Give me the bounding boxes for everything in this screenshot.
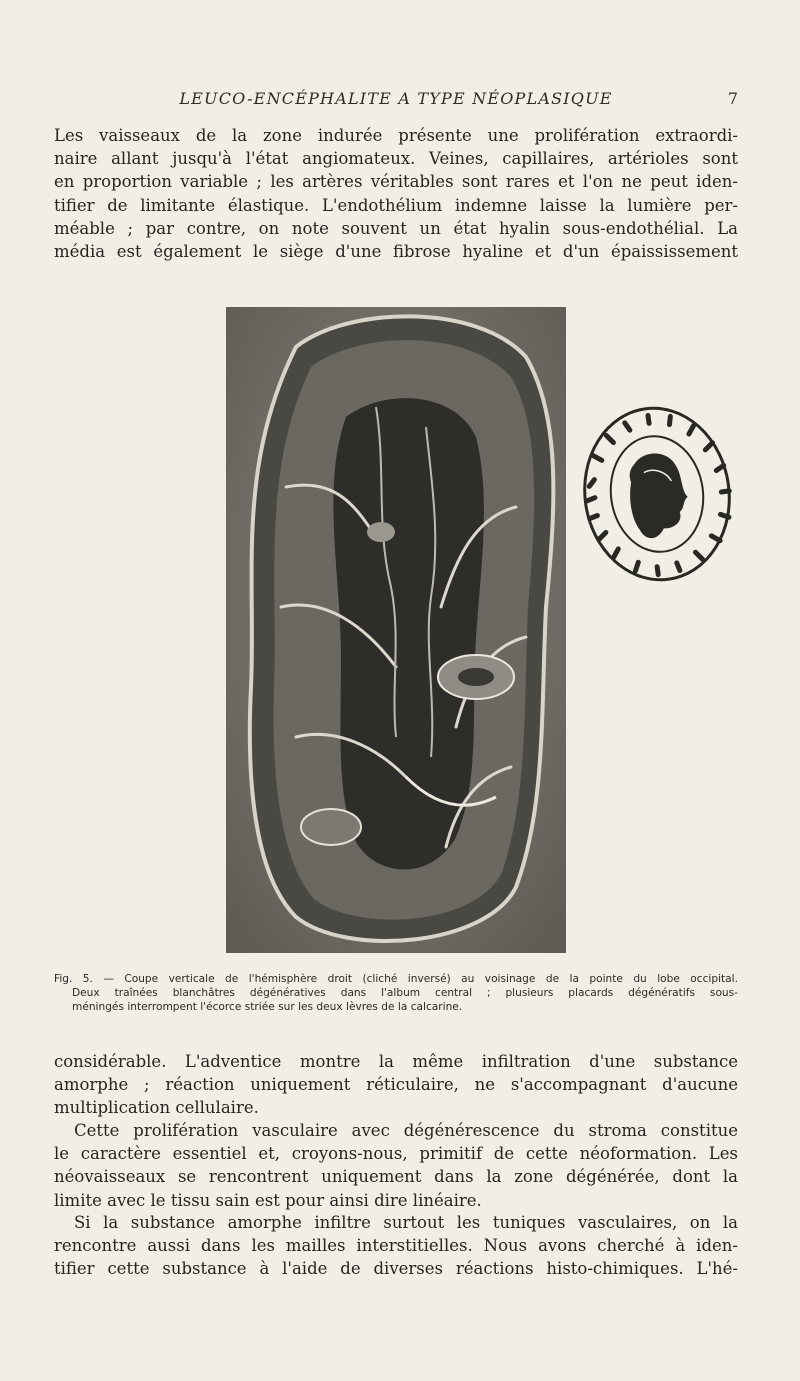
brain-section-micrograph-icon: [226, 307, 566, 953]
figure-caption: [54, 972, 738, 1014]
text-line: tifier de limitante élastique. L'endothélium indemne laisse la lumière per-: [54, 195, 738, 215]
paragraph-2: [54, 1119, 738, 1212]
text-line: multiplication cellulaire.: [54, 1098, 259, 1118]
running-head: [54, 89, 738, 111]
text-line: rencontre aussi dans les mailles interstitielles. Nous avons cherché à iden-: [54, 1236, 738, 1256]
paragraph-1: [54, 1050, 738, 1120]
text-line: tifier cette substance à l'aide de diverses réactions histo-chimiques. L'hé-: [54, 1259, 738, 1279]
text-line: Cette prolifération vasculaire avec dégénérescence du stroma constitue: [74, 1121, 738, 1140]
text-line: Les vaisseaux de la zone indurée présente une prolifération extraordi-: [54, 126, 738, 145]
caption-line: méningés interrompent l'écorce striée sur les deux lèvres de la calcarine.: [72, 1001, 463, 1013]
text-line: amorphe ; réaction uniquement réticulaire, ne s'accompagnant d'aucune: [54, 1075, 738, 1095]
text-line: le caractère essentiel et, croyons-nous, primitif de cette néoformation. Les: [54, 1144, 738, 1164]
text-line: méable ; par contre, on note souvent un état hyalin sous-endothélial. La: [54, 218, 738, 238]
paragraph-top: [54, 124, 738, 263]
text-line: naire allant jusqu'à l'état angiomateux. Veines, capillaires, artérioles sont: [54, 149, 738, 169]
text-line: en proportion variable ; les artères véritables sont rares et l'on ne peut iden-: [54, 172, 738, 192]
running-title: LEUCO-ENCÉPHALITE A TYPE NÉOPLASIQUE: [179, 89, 613, 108]
text-line: média est également le siège d'une fibrose hyaline et d'un épaississement: [54, 241, 738, 261]
text-line: considérable. L'adventice montre la même infiltration d'une substance: [54, 1052, 738, 1071]
caption-line: Deux traînées blanchâtres dégénératives dans l'album central ; plusieurs placards dégénératifs sous-: [72, 987, 738, 999]
caption-line: Fig. 5. — Coupe verticale de l'hémisphère droit (cliché inversé) au voisinage de la pointe du lobe occipital.: [54, 973, 738, 985]
text-line: néovaisseaux se rencontrent uniquement dans la zone dégénérée, dont la: [54, 1167, 738, 1187]
text-line: limite avec le tissu sain est pour ainsi dire linéaire.: [54, 1190, 482, 1210]
text-line: Si la substance amorphe infiltre surtout les tuniques vasculaires, on la: [74, 1213, 738, 1232]
library-stamp-icon: [577, 401, 737, 587]
paragraph-3: [54, 1211, 738, 1281]
page-number: 7: [727, 89, 738, 108]
